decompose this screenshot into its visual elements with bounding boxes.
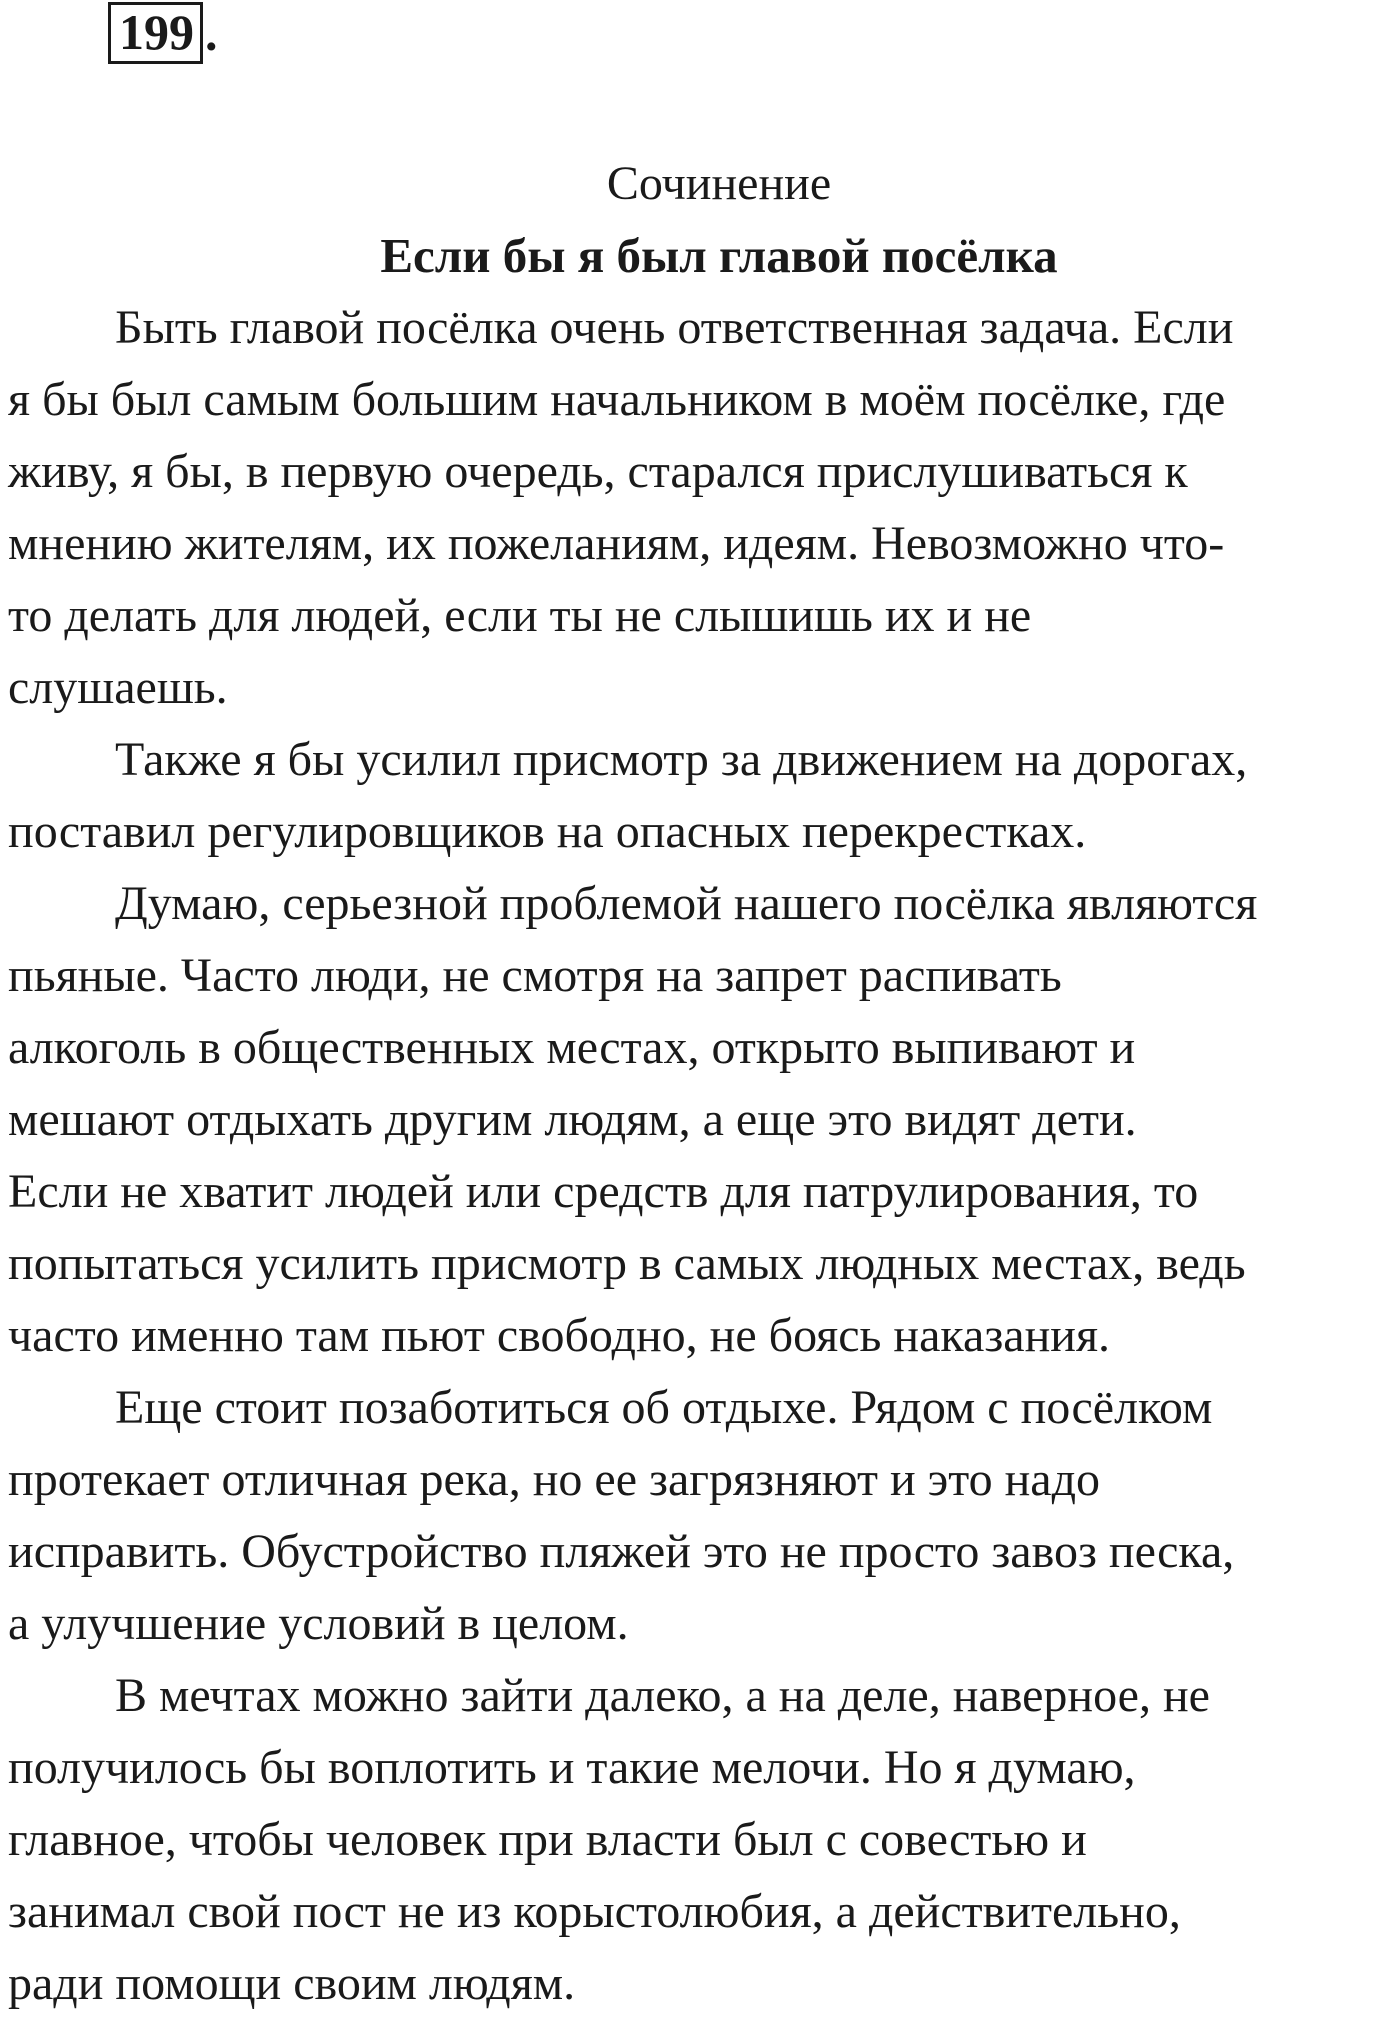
essay-paragraph (8, 1660, 1400, 2020)
essay-paragraph (8, 292, 1400, 724)
paragraph-line: Если не хватит людей или средств для патрулирования, то (8, 1165, 1199, 1218)
paragraph-line: Еще стоит позаботиться об отдыхе. Рядом с посёлком (115, 1381, 1213, 1434)
paragraph-line: алкоголь в общественных местах, открыто выпивают и (8, 1021, 1136, 1074)
paragraph-line: я бы был самым большим начальником в моём посёлке, где (8, 373, 1226, 426)
paragraph-line: В мечтах можно зайти далеко, а на деле, наверное, не (115, 1669, 1210, 1722)
paragraph-line: поставил регулировщиков на опасных перекрестках. (8, 805, 1087, 858)
essay (8, 148, 1400, 2020)
paragraph-line: Быть главой посёлка очень ответственная задача. Если (115, 301, 1234, 354)
essay-genre: Сочинение (606, 157, 832, 210)
exercise-number-dot: . (205, 5, 218, 61)
paragraph-line: живу, я бы, в первую очередь, старался прислушиваться к (8, 445, 1188, 498)
paragraph-line: получилось бы воплотить и такие мелочи. Но я думаю, (8, 1741, 1136, 1794)
paragraph-line: главное, чтобы человек при власти был с совестью и (8, 1813, 1087, 1866)
paragraph-line: часто именно там пьют свободно, не боясь наказания. (8, 1309, 1111, 1362)
exercise-number (108, 4, 218, 64)
paragraph-line: пьяные. Часто люди, не смотря на запрет распивать (8, 949, 1062, 1002)
essay-paragraph (8, 724, 1400, 868)
essay-body (8, 292, 1400, 2020)
paragraph-line: Думаю, серьезной проблемой нашего посёлка являются (115, 877, 1258, 930)
paragraph-line: то делать для людей, если ты не слышишь их и не (8, 589, 1032, 642)
paragraph-line: занимал свой пост не из корыстолюбия, а действительно, (8, 1885, 1181, 1938)
paragraph-line: мнению жителям, их пожеланиям, идеям. Невозможно что- (8, 517, 1225, 570)
paragraph-line: Также я бы усилил присмотр за движением на дорогах, (115, 733, 1248, 786)
paragraph-line: слушаешь. (8, 661, 228, 714)
paragraph-line: протекает отличная река, но ее загрязняют и это надо (8, 1453, 1101, 1506)
exercise-number-box: 199 (108, 2, 203, 64)
paragraph-line: исправить. Обустройство пляжей это не просто завоз песка, (8, 1525, 1235, 1578)
paragraph-line: а улучшение условий в целом. (8, 1597, 629, 1650)
essay-title: Если бы я был главой посёлка (380, 228, 1058, 283)
paragraph-line: попытаться усилить присмотр в самых людных местах, ведь (8, 1237, 1246, 1290)
paragraph-line: ради помощи своим людям. (8, 1957, 576, 2010)
essay-paragraph (8, 868, 1400, 1372)
paragraph-line: мешают отдыхать другим людям, а еще это видят дети. (8, 1093, 1137, 1146)
essay-paragraph (8, 1372, 1400, 1660)
